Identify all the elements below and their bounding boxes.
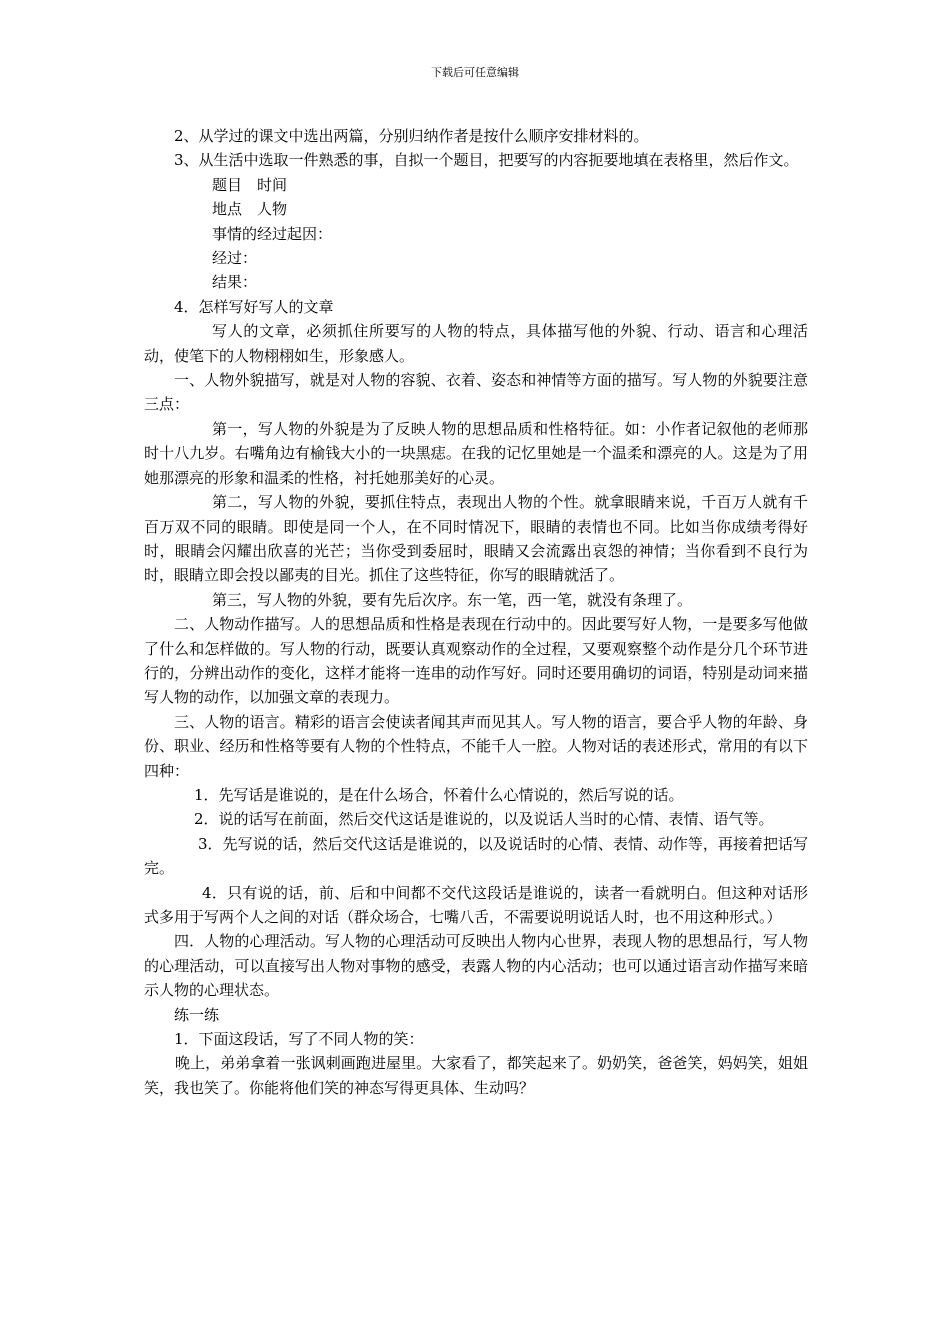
paragraph-exercise-3: 3、从生活中选取一件熟悉的事，自拟一个题目，把要写的内容扼要地填在表格里，然后作文。 — [174, 151, 799, 170]
paragraph-exercise-2: 2、从学过的课文中选出两篇，分别归纳作者是按什么顺序安排材料的。 — [174, 127, 649, 145]
practice-item-1: 1．下面这段话，写了不同人物的笑： — [174, 1030, 424, 1049]
paragraph-appearance-point-2: 第二，写人物的外貌，要抓住特点，表现出人物的个性。就拿眼睛来说，千百万人就有千百万双不同的眼睛。即使是同一个人，在不同时情况下，眼睛的表情也不同。比如当你成绩考得好时，眼睛会闪耀出欣喜的光芒；当你受到委屈时，眼睛又会流露出哀怨的神情；当你看到不良行为时，眼睛立即会投以鄙夷的目光。抓住了这些特征，你写的眼睛就活了。 — [144, 493, 808, 585]
section-heading-4: 4．怎样写好写人的文章 — [174, 297, 334, 316]
page-header: 下载后可任意编辑 — [431, 66, 519, 79]
practice-heading: 练一练 — [174, 1005, 220, 1024]
dialogue-form-4: 4．只有说的话，前、后和中间都不交代这段话是谁说的，读者一看就明白。但这种对话形式多用于写两个人之间的对话（群众场合，七嘴八舌，不需要说明说话人时，也不用这种形式。） — [144, 883, 808, 926]
practice-item-1-text: 晚上，弟弟拿着一张讽刺画跑进屋里。大家看了，都笑起来了。奶奶笑，爸爸笑，妈妈笑，姐姐笑，我也笑了。你能将他们笑的神态写得更具体、生动吗？ — [144, 1054, 808, 1097]
paragraph-appearance-point-1: 第一，写人物的外貌是为了反映人物的思想品质和性格特征。如：小作者记叙他的老师那时十八九岁。右嘴角边有榆钱大小的一块黑痣。在我的记忆里她是一个温柔和漂亮的人。这是为了用她那漂亮的形象和温柔的性格，衬托她那美好的心灵。 — [144, 419, 808, 487]
form-line-cause: 事情的经过起因： — [212, 224, 333, 243]
document-body — [144, 124, 808, 1100]
paragraph-intro: 写人的文章，必须抓住所要写的人物的特点，具体描写他的外貌、行动、语言和心理活动，使笔下的人物栩栩如生，形象感人。 — [144, 322, 808, 365]
form-line-process: 经过： — [212, 249, 258, 268]
dialogue-form-2: 2．说的话写在前面，然后交代这话是谁说的，以及说话人当时的心情、表情、语气等。 — [194, 810, 774, 829]
dialogue-form-1: 1．先写话是谁说的，是在什么场合，怀着什么心情说的，然后写说的话。 — [194, 785, 684, 804]
paragraph-language: 三、人物的语言。精彩的语言会使读者闻其声而见其人。写人物的语言，要合乎人物的年龄、身份、职业、经历和性格等要有人物的个性特点，不能千人一腔。人物对话的表述形式，常用的有以下四种： — [144, 712, 808, 780]
form-line-place-person: 地点 人物 — [212, 200, 288, 219]
paragraph-action: 二、人物动作描写。人的思想品质和性格是表现在行动中的。因此要写好人物，一是要多写他做了什么和怎样做的。写人物的行动，既要认真观察动作的全过程，又要观察整个动作是分几个环节进行的，分辨出动作的变化，这样才能将一连串的动作写好。同时还要用确切的词语，特别是动词来描写人物的动作，以加强文章的表现力。 — [144, 615, 808, 707]
paragraph-appearance-point-3: 第三，写人物的外貌，要有先后次序。东一笔，西一笔，就没有条理了。 — [212, 590, 693, 609]
paragraph-psychology: 四．人物的心理活动。写人物的心理活动可反映出人物内心世界，表现人物的思想品行，写人物的心理活动，可以直接写出人物对事物的感受，表露人物的内心活动；也可以通过语言动作描写来暗示人物的心理状态。 — [144, 932, 808, 1000]
form-line-title-time: 题目 时间 — [212, 175, 288, 194]
paragraph-appearance: 一、人物外貌描写，就是对人物的容貌、衣着、姿态和神情等方面的描写。写人物的外貌要注意三点： — [144, 371, 808, 414]
dialogue-form-3: 3．先写说的话，然后交代这话是谁说的，以及说话时的心情、表情、动作等，再接着把话写完。 — [144, 834, 808, 878]
form-line-result: 结果： — [212, 273, 258, 292]
